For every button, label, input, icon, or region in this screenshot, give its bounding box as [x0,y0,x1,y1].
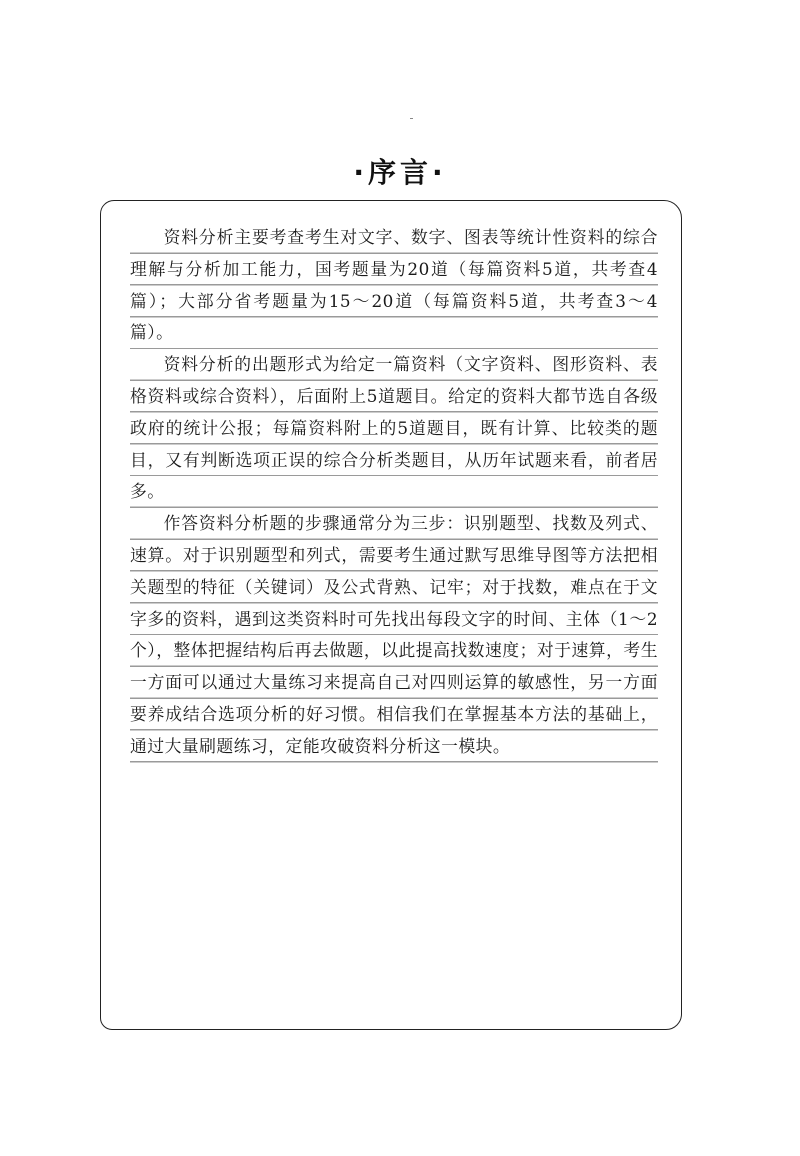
paragraph-3: 作答资料分析题的步骤通常分为三步：识别题型、找数及列式、速算。对于识别题型和列式，需要考生通过默写思维导图等方法把相关题型的特征（关键词）及公式背熟、记牢；对于找数，难点在于文字多的资料，遇到这类资料时可先找出每段文字的时间、主体（1～2个），整体把握结构后再去做题，以此提高找数速度；对于速算，考生一方面可以通过大量练习来提高自己对四则运算的敏感性，另一方面要养成结合选项分析的好习惯。相信我们在掌握基本方法的基础上，通过大量刷题练习，定能攻破资料分析这一模块。 [130,508,658,762]
scan-speck [410,118,413,119]
paragraph-2: 资料分析的出题形式为给定一篇资料（文字资料、图形资料、表格资料或综合资料），后面附上5道题目。给定的资料大都节选自各级政府的统计公报；每篇资料附上的5道题目，既有计算、比较类的题目，又有判断选项正误的综合分析类题目，从历年试题来看，前者居多。 [130,349,658,508]
paragraph-1: 资料分析主要考查考生对文字、数字、图表等统计性资料的综合理解与分析加工能力，国考题量为20道（每篇资料5道，共考查4篇）；大部分省考题量为15～20道（每篇资料5道，共考查3～4篇）。 [130,222,658,349]
page-title: ·序言· [353,155,447,189]
preface-body [130,222,658,763]
